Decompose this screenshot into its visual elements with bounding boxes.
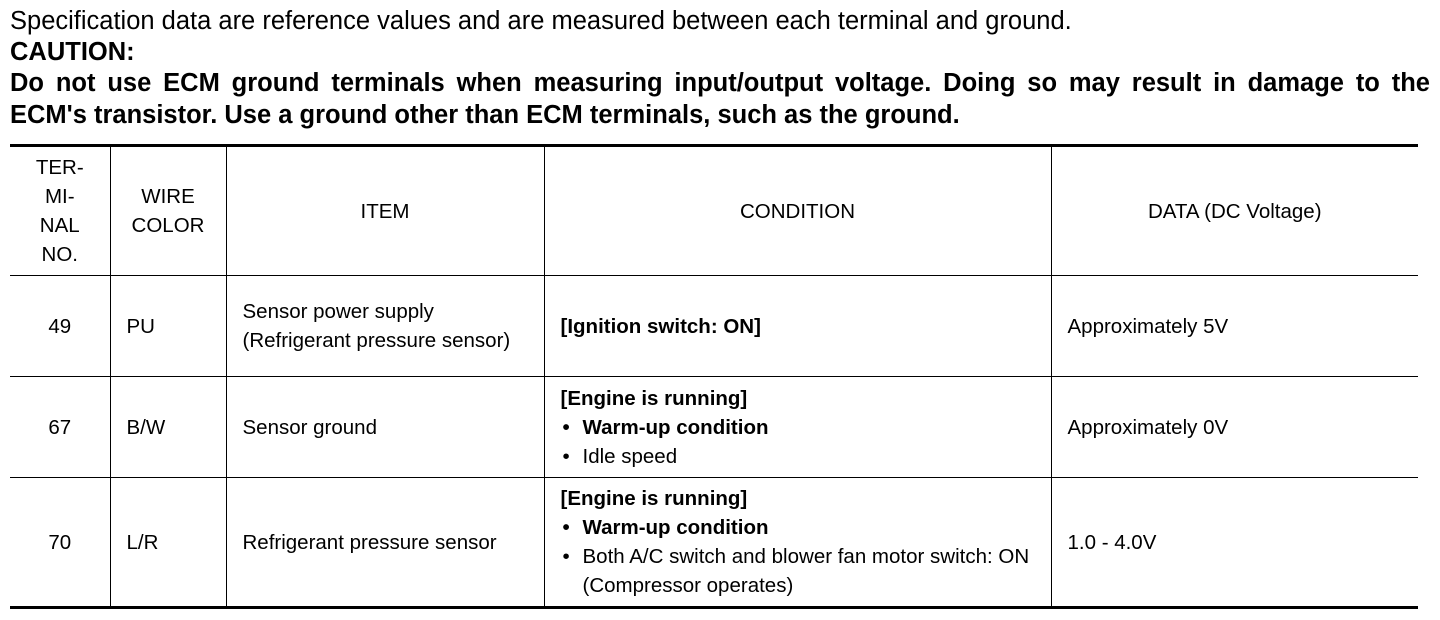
table-row [10, 377, 1418, 478]
condition-list [561, 513, 1035, 600]
header-item: ITEM [226, 146, 544, 276]
condition-list-item: • Both A/C switch and blower fan motor switch: ON (Compressor operates) [561, 542, 1035, 600]
condition-list-item: • Warm-up condition [561, 413, 1035, 442]
cell-condition [544, 377, 1051, 478]
cell-wire-color: PU [110, 276, 226, 377]
condition-heading: [Engine is running] [560, 386, 748, 410]
cell-item: Refrigerant pressure sensor [226, 478, 544, 608]
table-row [10, 276, 1418, 377]
cell-data-voltage: Approximately 0V [1051, 377, 1418, 478]
header-wire-color: WIRE COLOR [110, 146, 226, 276]
header-terminal-no: TER- MI- NAL NO. [10, 146, 110, 276]
table-header-row [10, 146, 1418, 276]
table-row [10, 478, 1418, 608]
cell-data-voltage: Approximately 5V [1051, 276, 1418, 377]
specification-note: Specification data are reference values and are measured between each terminal and ground. [10, 7, 1072, 35]
condition-list-item: • Idle speed [561, 442, 1035, 471]
cell-item: Sensor power supply (Refrigerant pressure sensor) [226, 276, 544, 377]
condition-heading: [Ignition switch: ON] [560, 314, 761, 338]
terminal-spec-table [10, 144, 1418, 609]
caution-text: Do not use ECM ground terminals when measuring input/output voltage. Doing so may result in damage to the ECM's transistor. Use a ground other than ECM terminals, such as the ground. [10, 69, 1430, 129]
condition-heading: [Engine is running] [560, 487, 748, 510]
caution-title: CAUTION: [10, 38, 135, 66]
condition-list-item: • Warm-up condition [561, 513, 1035, 542]
cell-terminal-no: 49 [10, 276, 110, 377]
cell-terminal-no: 70 [10, 478, 110, 608]
header-condition: CONDITION [544, 146, 1051, 276]
cell-condition [544, 276, 1051, 377]
intro-section [10, 6, 1430, 131]
cell-wire-color: L/R [110, 478, 226, 608]
cell-data-voltage: 1.0 - 4.0V [1051, 478, 1418, 608]
condition-list [561, 413, 1035, 471]
cell-terminal-no: 67 [10, 377, 110, 478]
header-data: DATA (DC Voltage) [1051, 146, 1418, 276]
cell-condition [544, 478, 1051, 608]
cell-item: Sensor ground [226, 377, 544, 478]
cell-wire-color: B/W [110, 377, 226, 478]
